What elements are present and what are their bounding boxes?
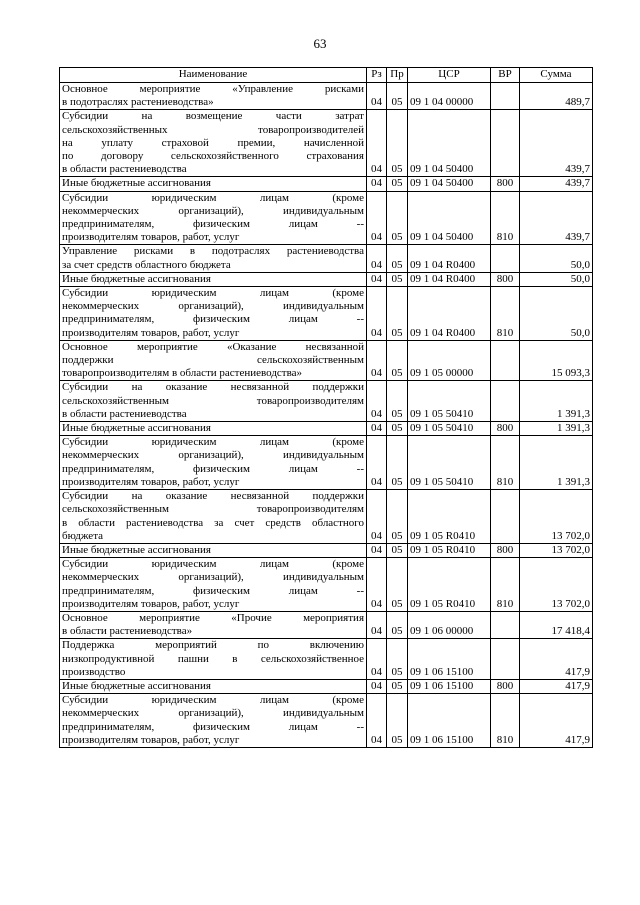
row-name-line: предпринимателям, физическим лицам -- [62, 218, 364, 231]
row-name-line: Иные бюджетные ассигнования [62, 177, 211, 190]
row-vr: 800 [491, 272, 520, 286]
table-row [60, 287, 593, 341]
row-name-line: некоммерческих организаций), индивидуальным [62, 571, 364, 584]
row-name-line: Субсидии юридическим лицам (кроме [62, 694, 364, 707]
header-rz: Рз [367, 68, 387, 83]
row-rz: 04 [367, 177, 387, 191]
row-name [60, 694, 367, 748]
row-sum: 417,9 [520, 639, 593, 680]
row-name-line: в области растениеводства» [62, 625, 193, 638]
row-name-line: Иные бюджетные ассигнования [62, 543, 211, 556]
row-vr: 800 [491, 422, 520, 436]
row-name [60, 191, 367, 245]
row-pr: 05 [387, 272, 408, 286]
row-pr: 05 [387, 381, 408, 422]
row-name-line: Иные бюджетные ассигнования [62, 422, 211, 435]
row-sum: 439,7 [520, 191, 593, 245]
row-sum: 17 418,4 [520, 611, 593, 638]
row-vr: 800 [491, 543, 520, 557]
row-csr: 09 1 05 50410 [408, 381, 491, 422]
row-name-line: производителям товаров, работ, услуг [62, 231, 240, 244]
row-rz: 04 [367, 83, 387, 110]
row-sum: 15 093,3 [520, 340, 593, 381]
row-name [60, 558, 367, 612]
row-name [60, 245, 367, 272]
row-name-line: некоммерческих организаций), индивидуальным [62, 204, 364, 217]
row-name [60, 639, 367, 680]
row-name [60, 110, 367, 177]
row-pr: 05 [387, 436, 408, 490]
row-vr [491, 381, 520, 422]
row-csr: 09 1 06 15100 [408, 694, 491, 748]
row-vr [491, 83, 520, 110]
row-name [60, 340, 367, 381]
row-name-line: Субсидии юридическим лицам (кроме [62, 558, 364, 571]
row-pr: 05 [387, 639, 408, 680]
table-row [60, 177, 593, 191]
row-vr: 810 [491, 191, 520, 245]
row-csr: 09 1 04 R0400 [408, 245, 491, 272]
row-sum: 50,0 [520, 245, 593, 272]
table-row [60, 340, 593, 381]
header-name: Наименование [60, 68, 367, 83]
row-name-line: в подотраслях растениеводства» [62, 96, 214, 109]
row-pr: 05 [387, 490, 408, 544]
row-csr: 09 1 05 R0410 [408, 543, 491, 557]
row-rz: 04 [367, 639, 387, 680]
row-sum: 13 702,0 [520, 543, 593, 557]
row-sum: 13 702,0 [520, 490, 593, 544]
page-number: 63 [313, 36, 327, 51]
row-name-line: Иные бюджетные ассигнования [62, 679, 211, 692]
table-body [60, 83, 593, 748]
row-csr: 09 1 05 50410 [408, 436, 491, 490]
table-row [60, 436, 593, 490]
row-rz: 04 [367, 490, 387, 544]
row-name-line: товаропроизводителям в области растениеводства» [62, 367, 303, 380]
row-name-line: бюджета [62, 529, 104, 542]
row-sum: 489,7 [520, 83, 593, 110]
row-name-line: Субсидии юридическим лицам (кроме [62, 287, 364, 300]
row-csr: 09 1 04 50400 [408, 177, 491, 191]
row-pr: 05 [387, 110, 408, 177]
row-name-line: Иные бюджетные ассигнования [62, 272, 211, 285]
row-sum: 1 391,3 [520, 381, 593, 422]
row-vr: 810 [491, 287, 520, 341]
row-pr: 05 [387, 245, 408, 272]
row-name-line: за счет средств областного бюджета [62, 258, 231, 271]
row-pr: 05 [387, 543, 408, 557]
row-name [60, 83, 367, 110]
row-name-line: низкопродуктивной пашни в сельскохозяйственное [62, 652, 364, 665]
table-row [60, 381, 593, 422]
row-name [60, 543, 367, 557]
row-name-line: производителям товаров, работ, услуг [62, 733, 240, 746]
row-vr [491, 611, 520, 638]
row-name-line: производителям товаров, работ, услуг [62, 326, 240, 339]
table-row [60, 83, 593, 110]
row-csr: 09 1 05 R0410 [408, 490, 491, 544]
row-name-line: Управление рисками в подотраслях растениеводства [62, 245, 364, 258]
row-sum: 1 391,3 [520, 436, 593, 490]
row-rz: 04 [367, 611, 387, 638]
row-rz: 04 [367, 694, 387, 748]
table-row [60, 422, 593, 436]
row-vr: 810 [491, 436, 520, 490]
row-rz: 04 [367, 191, 387, 245]
row-sum: 50,0 [520, 272, 593, 286]
header-csr: ЦСР [408, 68, 491, 83]
row-name-line: производителям товаров, работ, услуг [62, 597, 240, 610]
row-csr: 09 1 06 15100 [408, 639, 491, 680]
row-name-line: Основное мероприятие «Оказание несвязанной [62, 340, 364, 353]
row-csr: 09 1 05 R0410 [408, 558, 491, 612]
row-vr: 800 [491, 177, 520, 191]
table-row [60, 679, 593, 693]
row-csr: 09 1 04 00000 [408, 83, 491, 110]
row-rz: 04 [367, 436, 387, 490]
row-pr: 05 [387, 679, 408, 693]
row-rz: 04 [367, 110, 387, 177]
row-name [60, 381, 367, 422]
row-name-line: Субсидии на возмещение части затрат [62, 110, 364, 123]
budget-table [59, 67, 593, 748]
row-name-line: сельскохозяйственным товаропроизводителям [62, 503, 364, 516]
table-row [60, 694, 593, 748]
row-name-line: сельскохозяйственным товаропроизводителям [62, 394, 364, 407]
row-csr: 09 1 04 R0400 [408, 272, 491, 286]
row-sum: 13 702,0 [520, 558, 593, 612]
row-vr [491, 245, 520, 272]
row-pr: 05 [387, 694, 408, 748]
header-pr: Пр [387, 68, 408, 83]
row-name [60, 177, 367, 191]
row-sum: 439,7 [520, 110, 593, 177]
row-sum: 1 391,3 [520, 422, 593, 436]
row-csr: 09 1 05 00000 [408, 340, 491, 381]
row-sum: 417,9 [520, 679, 593, 693]
row-name [60, 679, 367, 693]
row-name-line: Субсидии юридическим лицам (кроме [62, 436, 364, 449]
row-rz: 04 [367, 543, 387, 557]
table-row [60, 110, 593, 177]
row-rz: 04 [367, 245, 387, 272]
header-sum: Сумма [520, 68, 593, 83]
row-name-line: предпринимателям, физическим лицам -- [62, 720, 364, 733]
header-vr: ВР [491, 68, 520, 83]
row-name-line: Основное мероприятие «Управление рисками [62, 83, 364, 95]
table-row [60, 191, 593, 245]
row-pr: 05 [387, 340, 408, 381]
table-row [60, 558, 593, 612]
row-name-line: некоммерческих организаций), индивидуальным [62, 300, 364, 313]
row-name-line: некоммерческих организаций), индивидуальным [62, 707, 364, 720]
row-name [60, 490, 367, 544]
row-name-line: в области растениеводства за счет средств областного [62, 516, 364, 529]
row-pr: 05 [387, 558, 408, 612]
row-name [60, 611, 367, 638]
row-vr [491, 639, 520, 680]
row-csr: 09 1 06 00000 [408, 611, 491, 638]
table-row [60, 543, 593, 557]
row-sum: 417,9 [520, 694, 593, 748]
row-name-line: Субсидии на оказание несвязанной поддержки [62, 490, 364, 503]
row-name [60, 287, 367, 341]
row-name-line: предпринимателям, физическим лицам -- [62, 313, 364, 326]
row-rz: 04 [367, 287, 387, 341]
table-row [60, 639, 593, 680]
row-rz: 04 [367, 679, 387, 693]
row-csr: 09 1 04 50400 [408, 110, 491, 177]
row-vr [491, 340, 520, 381]
row-vr: 810 [491, 694, 520, 748]
row-csr: 09 1 04 50400 [408, 191, 491, 245]
row-name-line: Поддержка мероприятий по включению [62, 639, 364, 652]
table-row [60, 611, 593, 638]
row-name-line: поддержки сельскохозяйственным [62, 354, 364, 367]
row-rz: 04 [367, 422, 387, 436]
row-name-line: по договору сельскохозяйственного страхования [62, 150, 364, 163]
table-row [60, 245, 593, 272]
row-vr: 800 [491, 679, 520, 693]
row-rz: 04 [367, 381, 387, 422]
table-row [60, 272, 593, 286]
row-name-line: в области растениеводства [62, 163, 187, 176]
row-name [60, 436, 367, 490]
row-name-line: Субсидии на оказание несвязанной поддержки [62, 381, 364, 394]
row-name [60, 272, 367, 286]
row-name-line: предпринимателям, физическим лицам -- [62, 462, 364, 475]
row-pr: 05 [387, 83, 408, 110]
row-rz: 04 [367, 558, 387, 612]
row-pr: 05 [387, 191, 408, 245]
row-pr: 05 [387, 287, 408, 341]
row-csr: 09 1 06 15100 [408, 679, 491, 693]
row-name-line: некоммерческих организаций), индивидуальным [62, 449, 364, 462]
row-name-line: в области растениеводства [62, 407, 187, 420]
row-name-line: предпринимателям, физическим лицам -- [62, 584, 364, 597]
row-sum: 439,7 [520, 177, 593, 191]
row-sum: 50,0 [520, 287, 593, 341]
table-header-row [60, 68, 593, 83]
row-name-line: Субсидии юридическим лицам (кроме [62, 191, 364, 204]
row-name-line: на уплату страховой премии, начисленной [62, 136, 364, 149]
row-vr: 810 [491, 558, 520, 612]
row-csr: 09 1 04 R0400 [408, 287, 491, 341]
table-row [60, 490, 593, 544]
row-pr: 05 [387, 422, 408, 436]
row-name-line: Основное мероприятие «Прочие мероприятия [62, 611, 364, 624]
row-rz: 04 [367, 340, 387, 381]
row-rz: 04 [367, 272, 387, 286]
row-vr [491, 490, 520, 544]
row-name [60, 422, 367, 436]
row-name-line: производство [62, 665, 126, 678]
row-name-line: сельскохозяйственных товаропроизводителей [62, 123, 364, 136]
row-vr [491, 110, 520, 177]
row-pr: 05 [387, 611, 408, 638]
row-name-line: производителям товаров, работ, услуг [62, 475, 240, 488]
row-csr: 09 1 05 50410 [408, 422, 491, 436]
row-pr: 05 [387, 177, 408, 191]
